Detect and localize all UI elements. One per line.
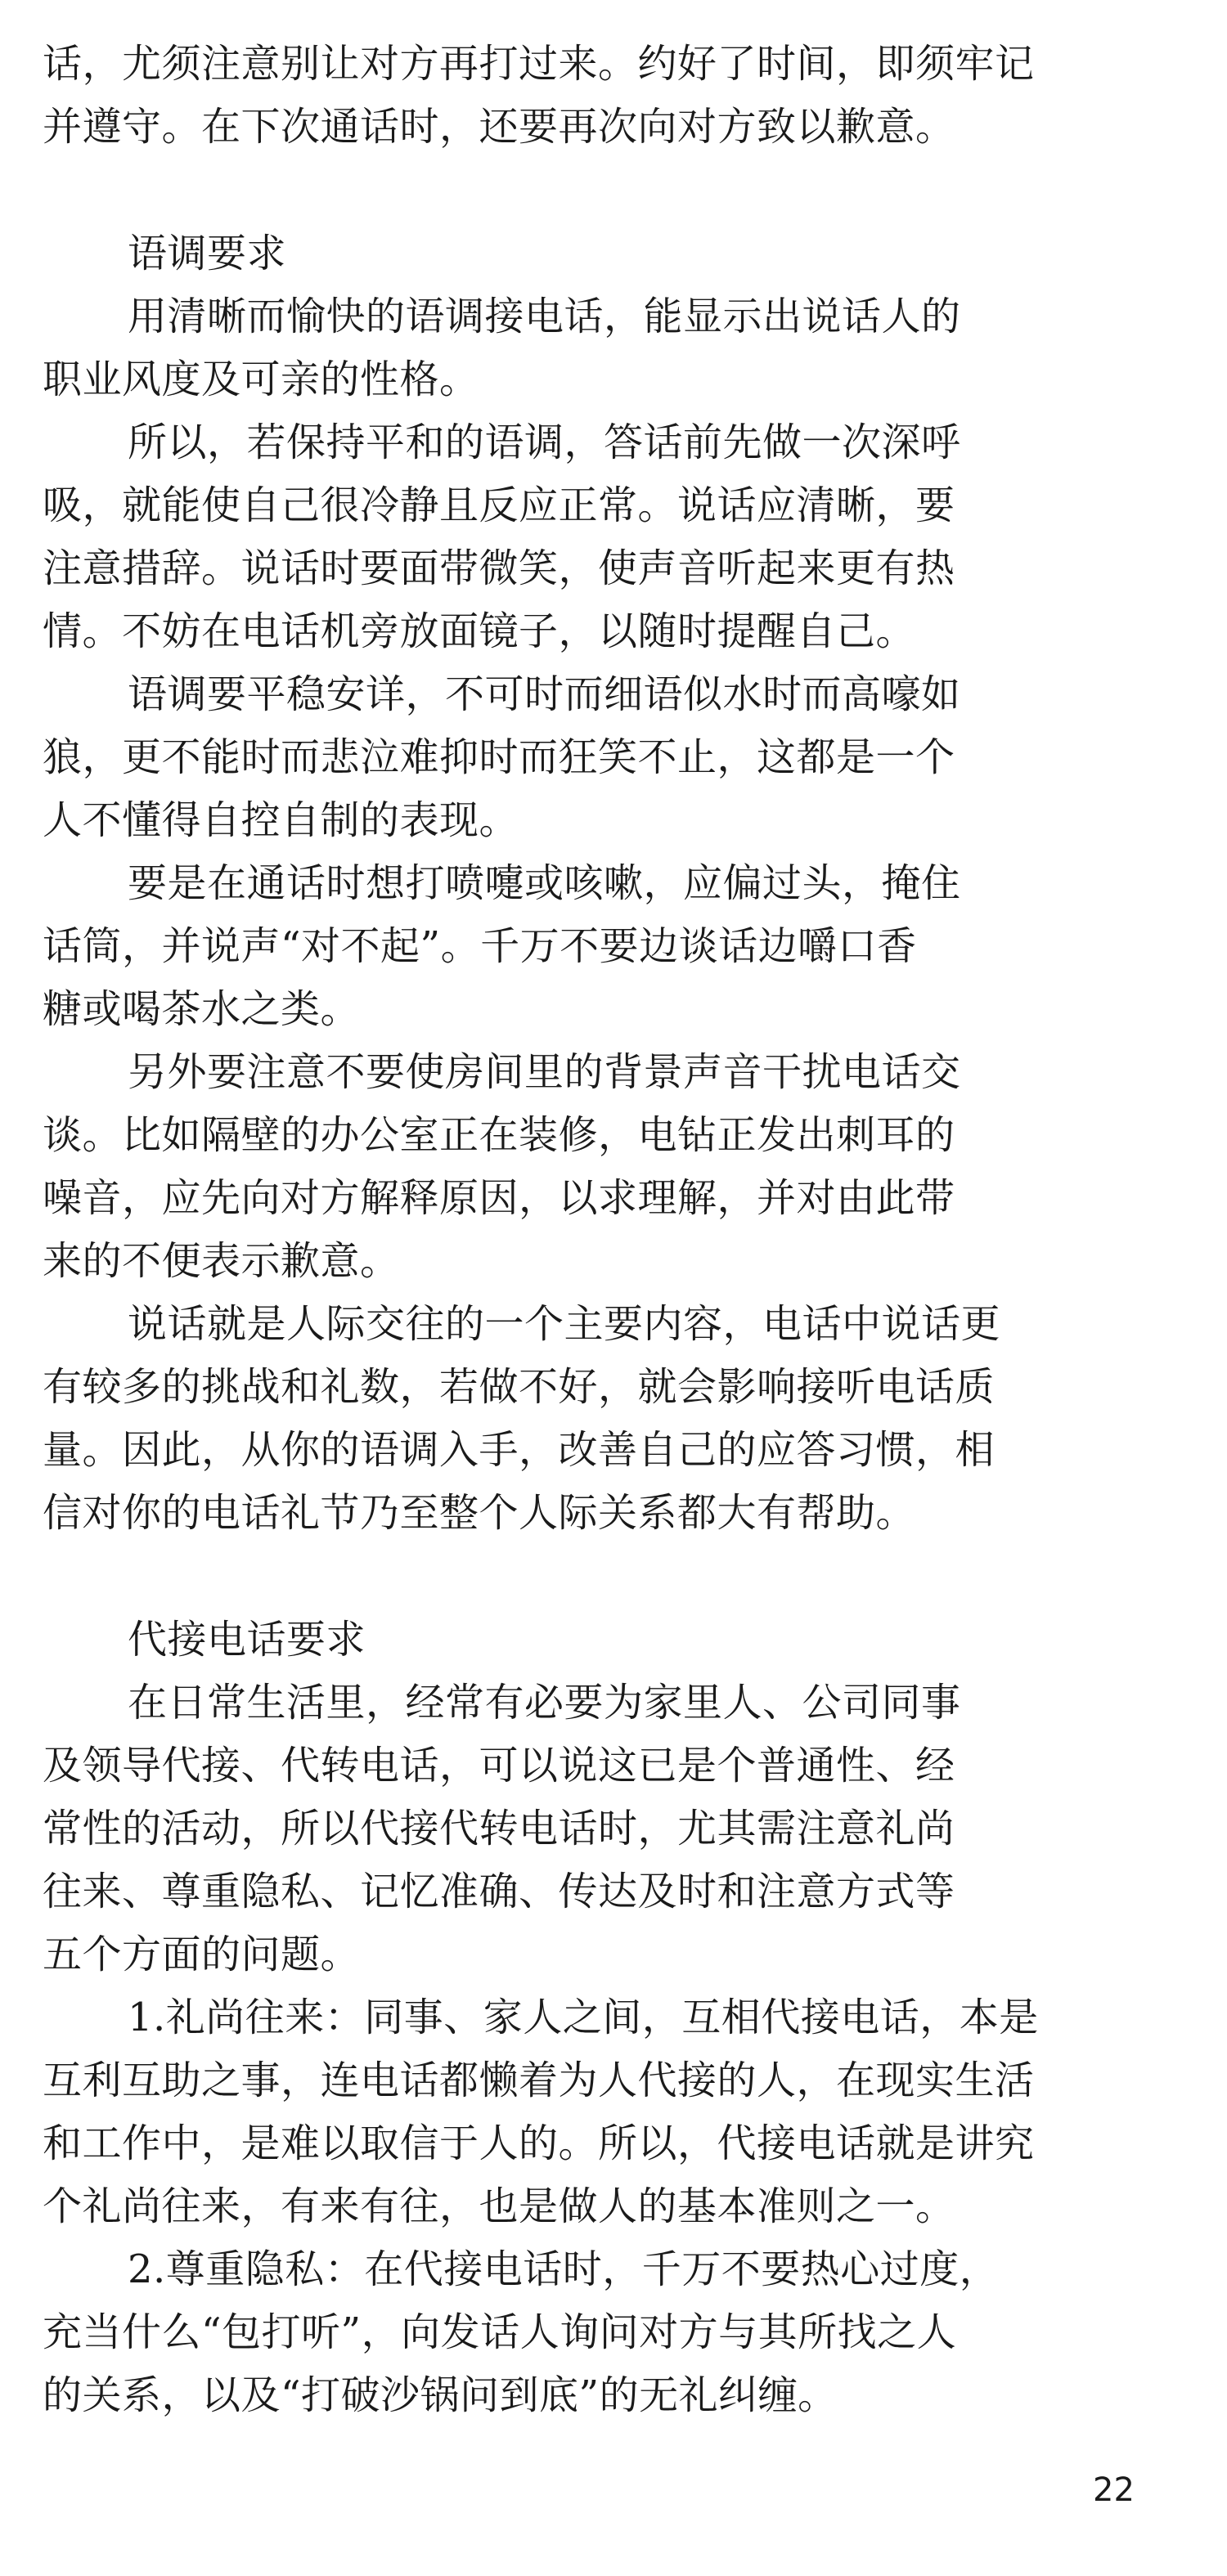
text-line: 另外要注意不要使房间里的背景声音干扰电话交 xyxy=(128,1049,961,1095)
text-line: 互利互助之事，连电话都懒着为人代接的人，在现实生活 xyxy=(43,2058,1035,2103)
text-line: 1.礼尚往来：同事、家人之间，互相代接电话，本是 xyxy=(128,1995,1039,2040)
text-line: 吸，就能使自己很冷静且反应正常。说话应清晰，要 xyxy=(43,482,955,528)
page-number: 22 xyxy=(1093,2471,1135,2509)
text-line: 信对你的电话礼节乃至整个人际关系都大有帮助。 xyxy=(43,1490,916,1536)
text-line: 糖或喝茶水之类。 xyxy=(43,986,361,1032)
text-line: 人不懂得自控自制的表现。 xyxy=(43,797,519,843)
section-heading-proxy-calls: 代接电话要求 xyxy=(128,1617,366,1663)
text-line: 有较多的挑战和礼数，若做不好，就会影响接听电话质 xyxy=(43,1364,996,1410)
text-line: 个礼尚往来，有来有往，也是做人的基本准则之一。 xyxy=(43,2183,955,2229)
section-gap xyxy=(43,1545,1008,1609)
text-line: 话，尤须注意别让对方再打过来。约好了时间，即须牢记 xyxy=(43,41,1035,87)
text-line: 情。不妨在电话机旁放面镜子，以随时提醒自己。 xyxy=(43,608,916,654)
book-page xyxy=(43,33,1039,2427)
text-line: 狼，更不能时而悲泣难抑时而狂笑不止，这都是一个 xyxy=(43,734,955,780)
text-line: 及领导代接、代转电话，可以说这已是个普通性、经 xyxy=(43,1743,955,1788)
text-line: 所以，若保持平和的语调，答话前先做一次深呼 xyxy=(128,420,961,465)
text-line: 五个方面的问题。 xyxy=(43,1932,361,1977)
text-line: 2.尊重隐私：在代接电话时，千万不要热心过度， xyxy=(128,2246,1000,2292)
text-line: 往来、尊重隐私、记忆准确、传达及时和注意方式等 xyxy=(43,1869,955,1914)
text-line: 来的不便表示歉意。 xyxy=(43,1238,400,1284)
text-line: 语调要平稳安详，不可时而细语似水时而高嚎如 xyxy=(128,671,961,717)
section-gap xyxy=(43,159,1008,222)
text-line: 要是在通话时想打喷嚏或咳嗽，应偏过头，掩住 xyxy=(128,860,961,906)
text-line: 常性的活动，所以代接代转电话时，尤其需注意礼尚 xyxy=(43,1806,955,1851)
section-heading-tone: 语调要求 xyxy=(128,231,287,276)
text-line: 用清晰而愉快的语调接电话，能显示出说话人的 xyxy=(128,294,961,339)
text-line: 谈。比如隔壁的办公室正在装修，电钻正发出刺耳的 xyxy=(43,1112,955,1158)
text-line: 话筒，并说声“对不起”。千万不要边谈话边嚼口香 xyxy=(43,923,917,969)
text-line: 职业风度及可亲的性格。 xyxy=(43,357,479,402)
text-line: 在日常生活里，经常有必要为家里人、公司同事 xyxy=(128,1680,961,1726)
text-line: 量。因此，从你的语调入手，改善自己的应答习惯，相 xyxy=(43,1427,996,1473)
text-line: 和工作中，是难以取信于人的。所以，代接电话就是讲究 xyxy=(43,2120,1035,2166)
text-line: 噪音，应先向对方解释原因，以求理解，并对由此带 xyxy=(43,1175,955,1221)
text-line: 说话就是人际交往的一个主要内容，电话中说话更 xyxy=(128,1301,1001,1347)
text-line: 充当什么“包打听”，向发话人询问对方与其所找之人 xyxy=(43,2309,957,2355)
text-line: 的关系，以及“打破沙锅问到底”的无礼纠缠。 xyxy=(43,2372,838,2418)
text-line: 注意措辞。说话时要面带微笑，使声音听起来更有热 xyxy=(43,545,955,591)
text-line: 并遵守。在下次通话时，还要再次向对方致以歉意。 xyxy=(43,104,955,150)
